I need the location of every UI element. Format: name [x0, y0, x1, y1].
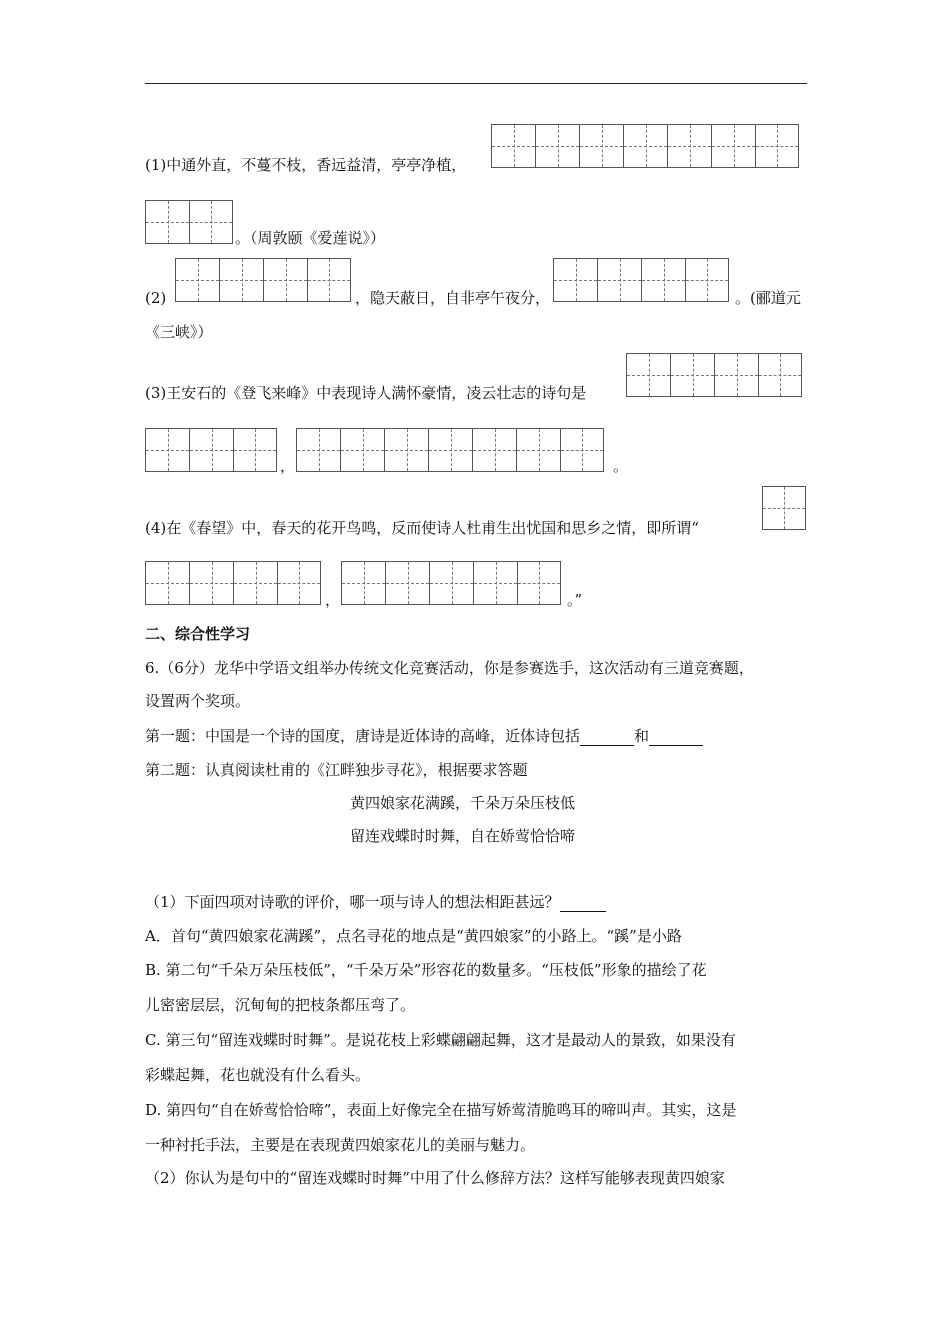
answer-grid-q1a[interactable]	[491, 124, 799, 168]
answer-cell[interactable]	[667, 124, 711, 168]
q6-first	[145, 726, 703, 746]
q4-end: 。”	[567, 591, 583, 609]
answer-blank-2[interactable]	[649, 729, 703, 746]
answer-cell[interactable]	[341, 561, 385, 605]
answer-cell[interactable]	[714, 353, 758, 397]
answer-grid-q3b[interactable]	[145, 428, 277, 472]
answer-cell[interactable]	[189, 561, 233, 605]
answer-blank-3[interactable]	[560, 895, 606, 912]
answer-cell[interactable]	[233, 561, 277, 605]
answer-cell[interactable]	[384, 428, 428, 472]
answer-cell[interactable]	[517, 561, 561, 605]
answer-grid-q4b[interactable]	[145, 561, 321, 605]
answer-cell[interactable]	[385, 561, 429, 605]
q2-tail: 。(郦道元	[735, 289, 801, 307]
answer-cell[interactable]	[175, 258, 219, 302]
q6-line2: 设置两个奖项。	[145, 692, 251, 710]
answer-cell[interactable]	[641, 258, 685, 302]
q4-comma: ，	[325, 591, 341, 609]
section-title: 二、综合性学习	[145, 625, 251, 643]
answer-cell[interactable]	[296, 428, 340, 472]
q6-second: 第二题：认真阅读杜甫的《江畔独步寻花》，根据要求答题	[145, 761, 528, 779]
answer-cell[interactable]	[560, 428, 604, 472]
answer-cell[interactable]	[277, 561, 321, 605]
answer-cell[interactable]	[553, 258, 597, 302]
answer-cell[interactable]	[670, 353, 714, 397]
q1-tail: 。（周敦颐《爱莲说》）	[235, 229, 386, 247]
answer-cell[interactable]	[145, 428, 189, 472]
sub-question-1-text: （1）下面四项对诗歌的评价，哪一项与诗人的想法相距甚远？	[145, 893, 560, 911]
answer-blank-1[interactable]	[580, 729, 634, 746]
option-b-line1: B. 第二句“千朵万朵压枝低”，“千朵万朵”形容花的数量多。“压枝低”形象的描绘了花	[145, 961, 707, 979]
answer-cell[interactable]	[189, 200, 233, 244]
q4-text: (4)在《春望》中，春天的花开鸟鸣，反而使诗人杜甫生出忧国和思乡之情，即所谓“	[145, 519, 699, 537]
answer-grid-q4c[interactable]	[341, 561, 561, 605]
answer-cell[interactable]	[755, 124, 799, 168]
q1-text: (1)中通外直，不蔓不枝，香远益清，亭亭净植，	[145, 156, 467, 174]
option-c-line1: C. 第三句“留连戏蝶时时舞”。是说花枝上彩蝶翩翩起舞，这才是最动人的景致，如果没有	[145, 1031, 736, 1049]
answer-cell[interactable]	[579, 124, 623, 168]
q2-mid: ，隐天蔽日，自非亭午夜分，	[355, 289, 551, 307]
answer-cell[interactable]	[219, 258, 263, 302]
q6-line1: 6.（6分）龙华中学语文组举办传统文化竞赛活动，你是参赛选手，这次活动有三道竞赛题，	[145, 659, 754, 677]
sub-question-1	[145, 892, 606, 912]
answer-grid-q4a[interactable]	[762, 486, 806, 530]
answer-cell[interactable]	[516, 428, 560, 472]
answer-grid-q1b[interactable]	[145, 200, 233, 244]
answer-grid-q2a[interactable]	[175, 258, 351, 302]
answer-cell[interactable]	[473, 561, 517, 605]
q3-comma: ，	[280, 457, 296, 475]
poem-line-2: 留连戏蝶时时舞，自在娇莺恰恰啼	[350, 827, 576, 845]
sub-question-2: （2）你认为是句中的“留连戏蝶时时舞”中用了什么修辞方法？这样写能够表现黄四娘家	[145, 1169, 725, 1187]
answer-cell[interactable]	[762, 486, 806, 530]
answer-cell[interactable]	[711, 124, 755, 168]
q3-end: 。	[613, 457, 629, 475]
answer-cell[interactable]	[340, 428, 384, 472]
q2-prefix: (2)	[145, 289, 167, 307]
answer-cell[interactable]	[263, 258, 307, 302]
answer-cell[interactable]	[623, 124, 667, 168]
header-rule	[145, 83, 807, 84]
option-a: A．首句“黄四娘家花满蹊”，点名寻花的地点是“黄四娘家”的小路上。“蹊”是小路	[145, 927, 682, 945]
poem-line-1: 黄四娘家花满蹊，千朵万朵压枝低	[350, 794, 576, 812]
answer-cell[interactable]	[307, 258, 351, 302]
answer-cell[interactable]	[189, 428, 233, 472]
answer-cell[interactable]	[491, 124, 535, 168]
answer-cell[interactable]	[685, 258, 729, 302]
answer-grid-q3c[interactable]	[296, 428, 604, 472]
answer-cell[interactable]	[626, 353, 670, 397]
answer-cell[interactable]	[428, 428, 472, 472]
answer-cell[interactable]	[145, 200, 189, 244]
option-c-line2: 彩蝶起舞，花也就没有什么看头。	[145, 1066, 371, 1084]
first-question-and: 和	[634, 727, 650, 745]
option-d-line1: D. 第四句“自在娇莺恰恰啼”，表面上好像完全在描写娇莺清脆鸣耳的啼叫声。其实，这是	[145, 1101, 737, 1119]
answer-cell[interactable]	[758, 353, 802, 397]
answer-grid-q3a[interactable]	[626, 353, 802, 397]
option-b-line2: 儿密密层层，沉甸甸的把枝条都压弯了。	[145, 996, 416, 1014]
answer-cell[interactable]	[472, 428, 516, 472]
q2-line2: 《三峡》）	[145, 323, 213, 341]
answer-cell[interactable]	[597, 258, 641, 302]
answer-cell[interactable]	[233, 428, 277, 472]
option-d-line2: 一种衬托手法，主要是在表现黄四娘家花儿的美丽与魅力。	[145, 1136, 536, 1154]
q3-text: (3)王安石的《登飞来峰》中表现诗人满怀豪情，凌云壮志的诗句是	[145, 384, 587, 402]
answer-cell[interactable]	[535, 124, 579, 168]
answer-cell[interactable]	[145, 561, 189, 605]
answer-grid-q2b[interactable]	[553, 258, 729, 302]
first-question-text: 第一题：中国是一个诗的国度，唐诗是近体诗的高峰，近体诗包括	[145, 727, 581, 745]
answer-cell[interactable]	[429, 561, 473, 605]
